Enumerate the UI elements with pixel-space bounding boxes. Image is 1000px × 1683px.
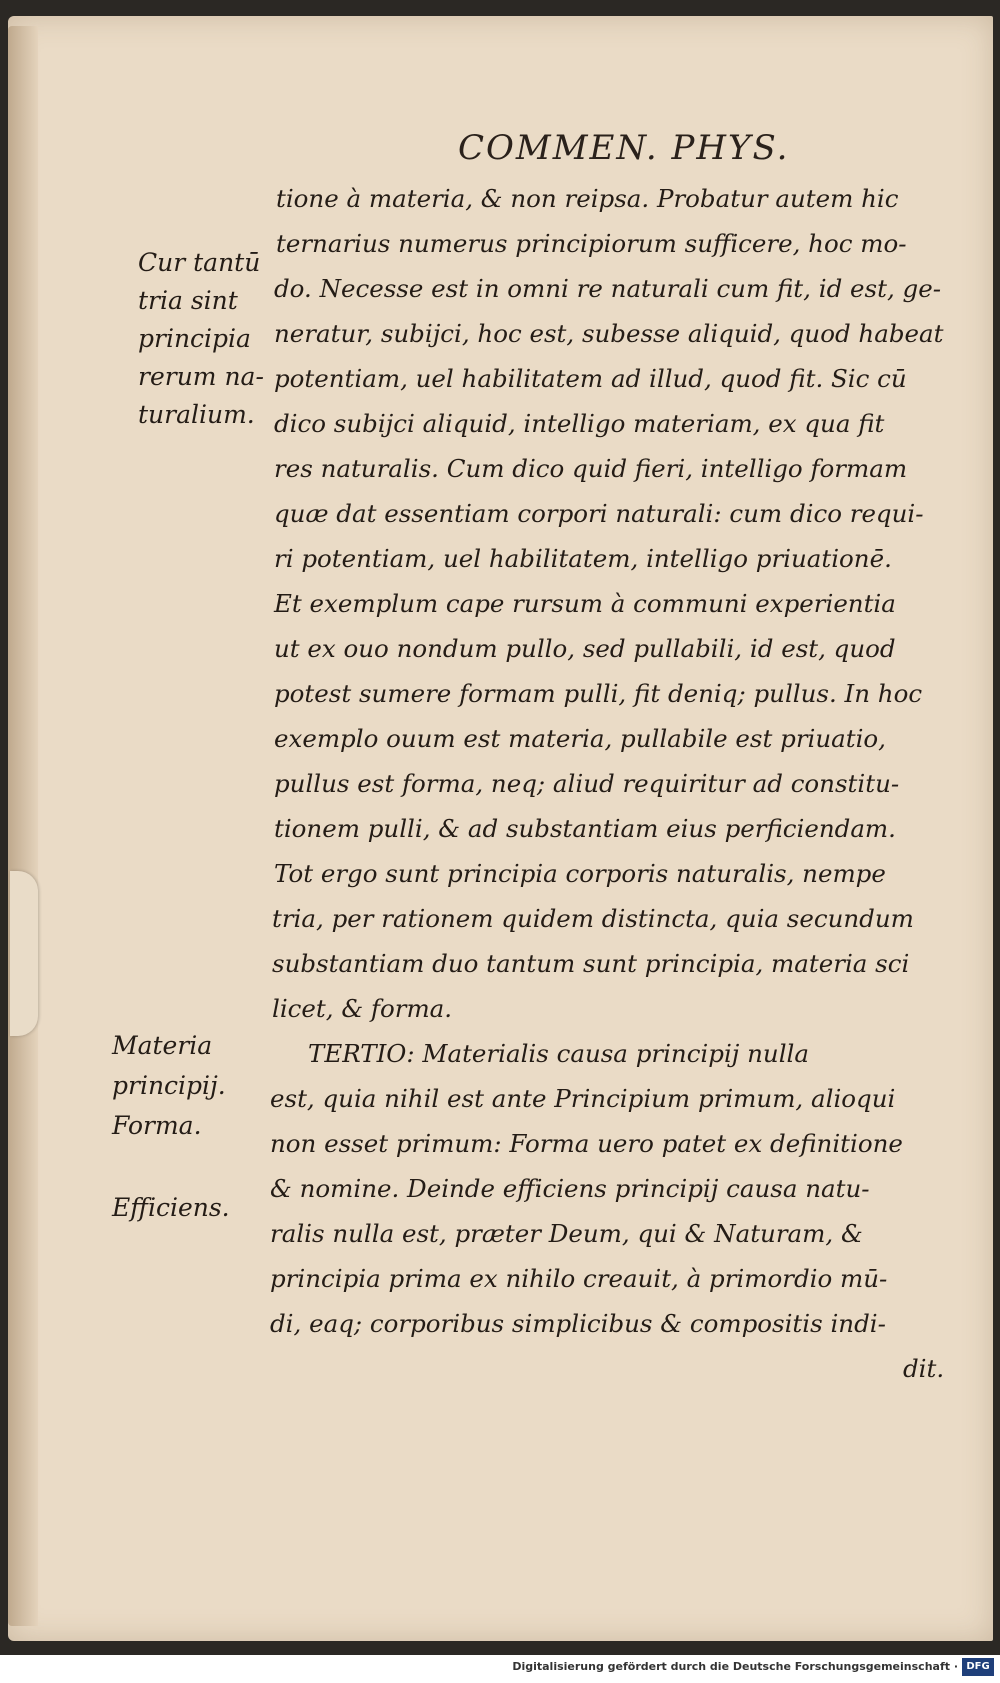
running-title: COMMEN. PHYS. [458,128,790,168]
margin-note-line: Forma. [112,1111,202,1140]
margin-note-line: rerum na- [138,362,264,391]
body-line: dico subijci aliquid, intelligo materiam, ex qua fit [274,409,885,438]
digitization-credit: Digitalisierung gefördert durch die Deutsche Forschungsgemeinschaft · [512,1660,958,1673]
body-line: ut ex ouo nondum pullo, sed pullabili, id est, quod [274,634,896,663]
body-line: res naturalis. Cum dico quid fieri, intelligo formam [274,454,908,483]
body-line: dit. [903,1354,945,1383]
body-line: neratur, subijci, hoc est, subesse aliquid, quod habeat [274,319,944,348]
body-line: non esset primum: Forma uero patet ex definitione [270,1129,903,1158]
body-line: ralis nulla est, præter Deum, qui & Naturam, & [270,1219,863,1248]
body-line: potest sumere formam pulli, fit deniq; pullus. In hoc [274,679,923,708]
dfg-logo: DFG [962,1658,994,1676]
body-line: di, eaq; corporibus simplicibus & compositis indi- [270,1309,886,1338]
page-edge [8,26,38,1626]
footer-bar [0,1655,1000,1683]
body-line: potentiam, uel habilitatem ad illud, quod fit. Sic cū [274,364,907,393]
body-line: licet, & forma. [272,994,453,1023]
body-line: & nomine. Deinde efficiens principij causa natu- [270,1174,870,1203]
margin-note-line: Materia [112,1031,213,1060]
margin-note-line: principia [138,324,251,353]
bookmark-tab [10,871,38,1036]
body-line: Et exemplum cape rursum à communi experientia [274,589,896,618]
body-line: ternarius numerus principiorum sufficere, hoc mo- [276,229,907,258]
margin-note-line: Cur tantū [138,248,261,277]
body-line: tionem pulli, & ad substantiam eius perficiendam. [274,814,896,843]
body-line: quæ dat essentiam corpori naturali: cum dico requi- [274,499,924,528]
margin-note-line: tria sint [138,286,238,315]
body-line: tione à materia, & non reipsa. Probatur autem hic [276,184,899,213]
body-line: TERTIO: Materialis causa principij nulla [308,1039,809,1068]
body-line: pullus est forma, neq; aliud requiritur ad constitu- [274,769,900,798]
body-line: ri potentiam, uel habilitatem, intelligo priuationē. [274,544,892,573]
body-line: est, quia nihil est ante Principium primum, alioqui [270,1084,896,1113]
margin-note-line: turalium. [138,400,255,429]
margin-note-line: principij. [112,1071,226,1100]
body-line: substantiam duo tantum sunt principia, materia sci [272,949,910,978]
margin-note-line: Efficiens. [112,1193,230,1222]
book-page [8,16,993,1641]
body-line: tria, per rationem quidem distincta, quia secundum [272,904,914,933]
body-line: principia prima ex nihilo creauit, à primordio mū- [270,1264,888,1293]
body-line: Tot ergo sunt principia corporis naturalis, nempe [274,859,886,888]
body-line: exemplo ouum est materia, pullabile est priuatio, [274,724,886,753]
body-line: do. Necesse est in omni re naturali cum fit, id est, ge- [274,274,941,303]
